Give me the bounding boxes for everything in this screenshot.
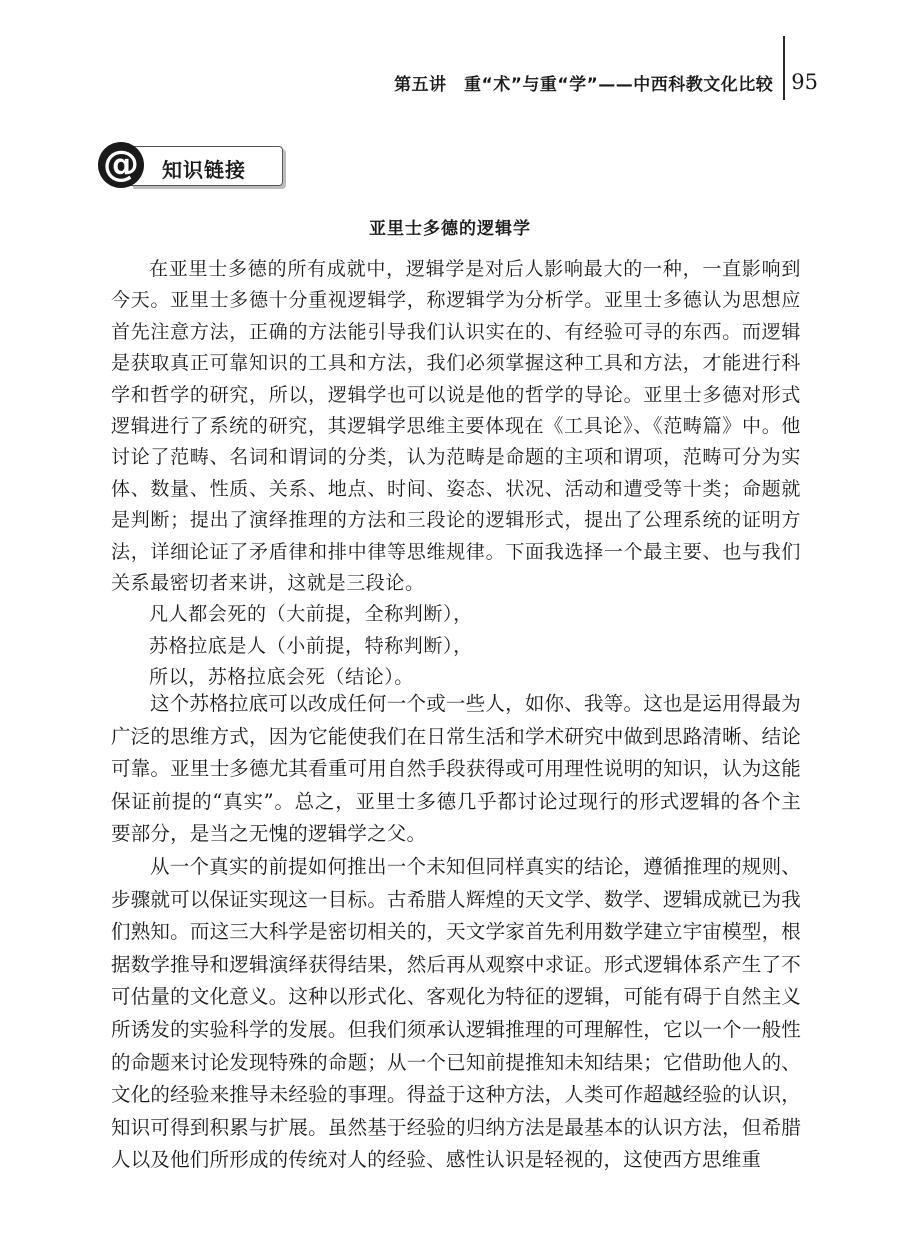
- minor-premise: 苏格拉底是人（小前提，特称判断），: [149, 634, 473, 657]
- body-paragraph-1: 这个苏格拉底可以改成任何一个或一些人，如你、我等。这也是运用得最为广泛的思维方式，因为它能使我们在日常生活和学术研究中做到思路清晰、结论可靠。亚里士多德尤其看重可用自然手段获得或可用理性说明的知识，认为这能保证前提的“真实”。总之，亚里士多德几乎都讨论过现行的形式逻辑的各个主要部分，是当之无愧的逻辑学之父。: [111, 692, 801, 846]
- major-premise: 凡人都会死的（大前提，全称判断），: [149, 603, 473, 626]
- article-text: [111, 254, 801, 694]
- running-header: [394, 62, 818, 102]
- conclusion: 所以，苏格拉底会死（结论）。: [149, 666, 414, 689]
- article-paragraph: 在亚里士多德的所有成就中，逻辑学是对后人影响最大的一种，一直影响到今天。亚里士多德十分重视逻辑学，称逻辑学为分析学。亚里士多德认为思想应首先注意方法，正确的方法能引导我们认识实在的、有经验可寻的东西。而逻辑是获取真正可靠知识的工具和方法，我们必须掌握这种工具和方法，才能进行科学和哲学的研究，所以，逻辑学也可以说是他的哲学的导论。亚里士多德对形式逻辑进行了系统的研究，其逻辑学思维主要体现在《工具论》、《范畴篇》中。他讨论了范畴、名词和谓词的分类，认为范畴是命题的主项和谓项，范畴可分为实体、数量、性质、关系、地点、时间、姿态、状况、活动和遭受等十类；命题就是判断；提出了演绎推理的方法和三段论的逻辑形式，提出了公理系统的证明方法，详细论证了矛盾律和排中律等思维规律。下面我选择一个最主要、也与我们关系最密切者来讲，这就是三段论。: [111, 258, 801, 595]
- page-number: 95: [791, 70, 818, 94]
- article-title: 亚里士多德的逻辑学: [369, 219, 531, 239]
- chapter-title: 第五讲 重“术”与重“学”——中西科教文化比较: [394, 74, 774, 95]
- at-sign-icon: @: [98, 142, 144, 188]
- body-text: [111, 688, 801, 1177]
- badge-label: 知识链接: [162, 158, 246, 182]
- body-paragraph-2: 从一个真实的前提如何推出一个未知但同样真实的结论，遵循推理的规则、步骤就可以保证实现这一目标。古希腊人辉煌的天文学、数学、逻辑成就已为我们熟知。而这三大科学是密切相关的，天文学家首先利用数学建立宇宙模型，根据数学推导和逻辑演绎获得结果，然后再从观察中求证。形式逻辑体系产生了不可估量的文化意义。这种以形式化、客观化为特征的逻辑，可能有碍于自然主义所诱发的实验科学的发展。但我们须承认逻辑推理的可理解性，它以一个一般性的命题来讨论发现特殊的命题；从一个已知前提推知未知结果；它借助他人的、文化的经验来推导未经验的事理。得益于这种方法，人类可作超越经验的认识，知识可得到积累与扩展。虽然基于经验的归纳方法是最基本的认识方法，但希腊人以及他们所形成的传统对人的经验、感性认识是轻视的，这使西方思维重: [111, 854, 801, 1172]
- header-divider: [783, 36, 785, 100]
- knowledge-link-badge: [98, 142, 284, 190]
